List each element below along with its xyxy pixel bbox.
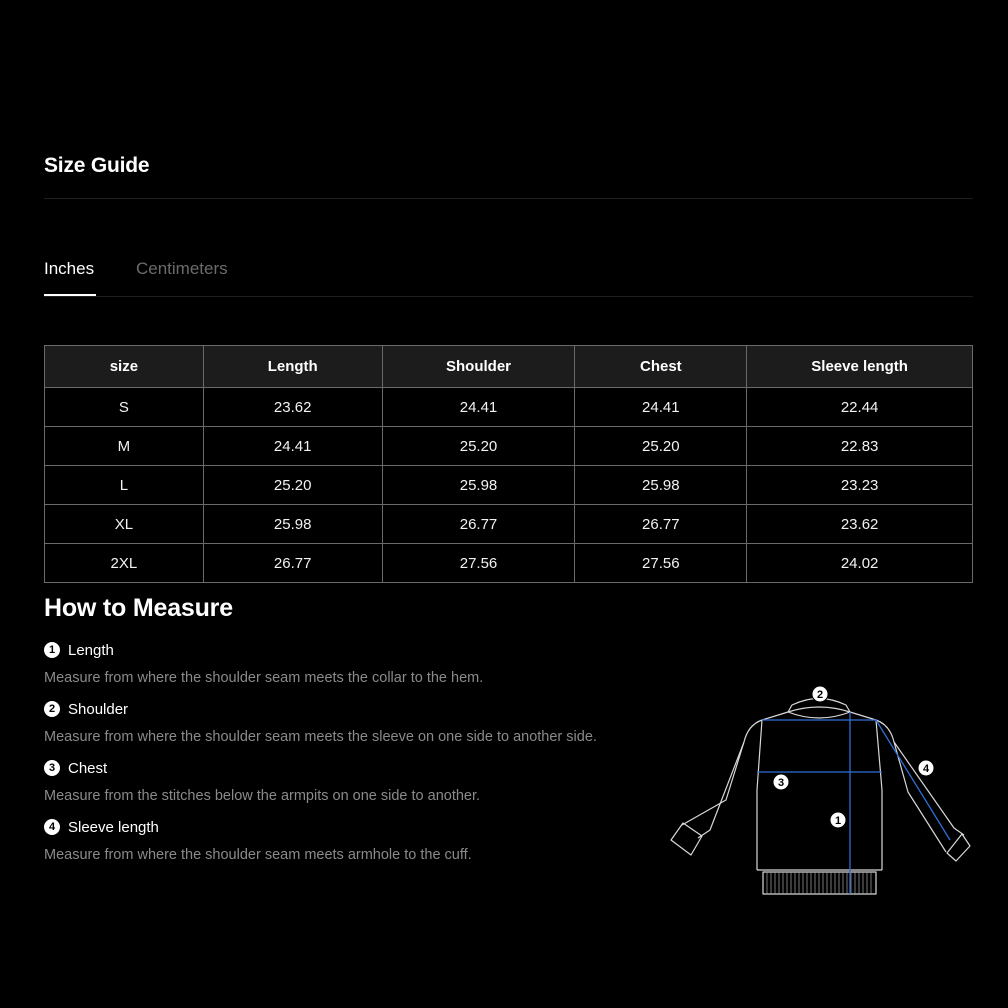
table-cell: 26.77 <box>382 505 575 544</box>
table-cell: 23.62 <box>203 388 382 427</box>
measure-label: Shoulder <box>68 700 129 718</box>
diagram-markers <box>773 686 934 828</box>
how-to-measure-title: How to Measure <box>44 594 233 622</box>
table-header-row <box>45 346 973 388</box>
tabs-divider <box>44 296 973 297</box>
table-cell: XL <box>45 505 204 544</box>
table-cell: 22.44 <box>747 388 973 427</box>
tab-inches[interactable]: Inches <box>44 259 95 278</box>
table-cell: 24.41 <box>203 427 382 466</box>
measure-item-chest <box>44 758 480 804</box>
column-header-size: size <box>45 346 204 388</box>
measure-description: Measure from where the shoulder seam meets the collar to the hem. <box>44 670 484 686</box>
unit-tabs <box>44 256 973 297</box>
measure-description: Measure from where the shoulder seam meets armhole to the cuff. <box>44 847 472 863</box>
column-header-length: Length <box>203 346 382 388</box>
measure-description: Measure from where the shoulder seam meets the sleeve on one side to another side. <box>44 729 597 745</box>
page-title: Size Guide <box>44 154 150 177</box>
measure-label: Chest <box>68 759 108 777</box>
table-cell: M <box>45 427 204 466</box>
table-cell: 25.20 <box>203 466 382 505</box>
table-cell: S <box>45 388 204 427</box>
measurement-lines <box>757 712 950 894</box>
table-row <box>45 388 973 427</box>
marker-3-label: 3 <box>777 777 785 789</box>
table-cell: 23.23 <box>747 466 973 505</box>
hem-ribbing <box>767 872 871 894</box>
sleeve-length-line <box>876 720 950 840</box>
table-row <box>45 466 973 505</box>
column-header-shoulder: Shoulder <box>382 346 575 388</box>
table-cell: 25.98 <box>575 466 747 505</box>
number-4-icon: 4 <box>44 819 60 835</box>
measure-label: Sleeve length <box>68 818 159 836</box>
table-cell: 23.62 <box>747 505 973 544</box>
marker-4-label: 4 <box>922 763 930 775</box>
marker-2-label: 2 <box>816 689 824 701</box>
table-cell: 24.41 <box>575 388 747 427</box>
table-cell: 25.98 <box>382 466 575 505</box>
table-cell: 25.20 <box>575 427 747 466</box>
measure-item-shoulder <box>44 699 597 745</box>
table-cell: 24.41 <box>382 388 575 427</box>
measure-description: Measure from the stitches below the armpits on one side to another. <box>44 788 481 804</box>
table-cell: 27.56 <box>382 544 575 583</box>
tab-centimeters[interactable]: Centimeters <box>136 259 228 278</box>
table-cell: 26.77 <box>575 505 747 544</box>
table-cell: 22.83 <box>747 427 973 466</box>
table-cell: 2XL <box>45 544 204 583</box>
marker-1-label: 1 <box>834 815 842 827</box>
measure-item-length <box>44 640 483 686</box>
table-row <box>45 427 973 466</box>
table-cell: 27.56 <box>575 544 747 583</box>
table-row <box>45 544 973 583</box>
measure-label: Length <box>68 641 114 659</box>
table-cell: 25.98 <box>203 505 382 544</box>
measure-item-sleeve-length <box>44 817 472 863</box>
table-cell: 25.20 <box>382 427 575 466</box>
active-tab-indicator <box>44 294 96 296</box>
number-2-icon: 2 <box>44 701 60 717</box>
column-header-sleeve-length: Sleeve length <box>747 346 973 388</box>
table-cell: 24.02 <box>747 544 973 583</box>
size-table <box>44 345 973 583</box>
table-cell: L <box>45 466 204 505</box>
column-header-chest: Chest <box>575 346 747 388</box>
number-1-icon: 1 <box>44 642 60 658</box>
table-row <box>45 505 973 544</box>
table-cell: 26.77 <box>203 544 382 583</box>
sweater-outline <box>671 699 970 895</box>
number-3-icon: 3 <box>44 760 60 776</box>
header-divider <box>44 198 973 199</box>
sweater-measurement-diagram <box>664 680 974 900</box>
